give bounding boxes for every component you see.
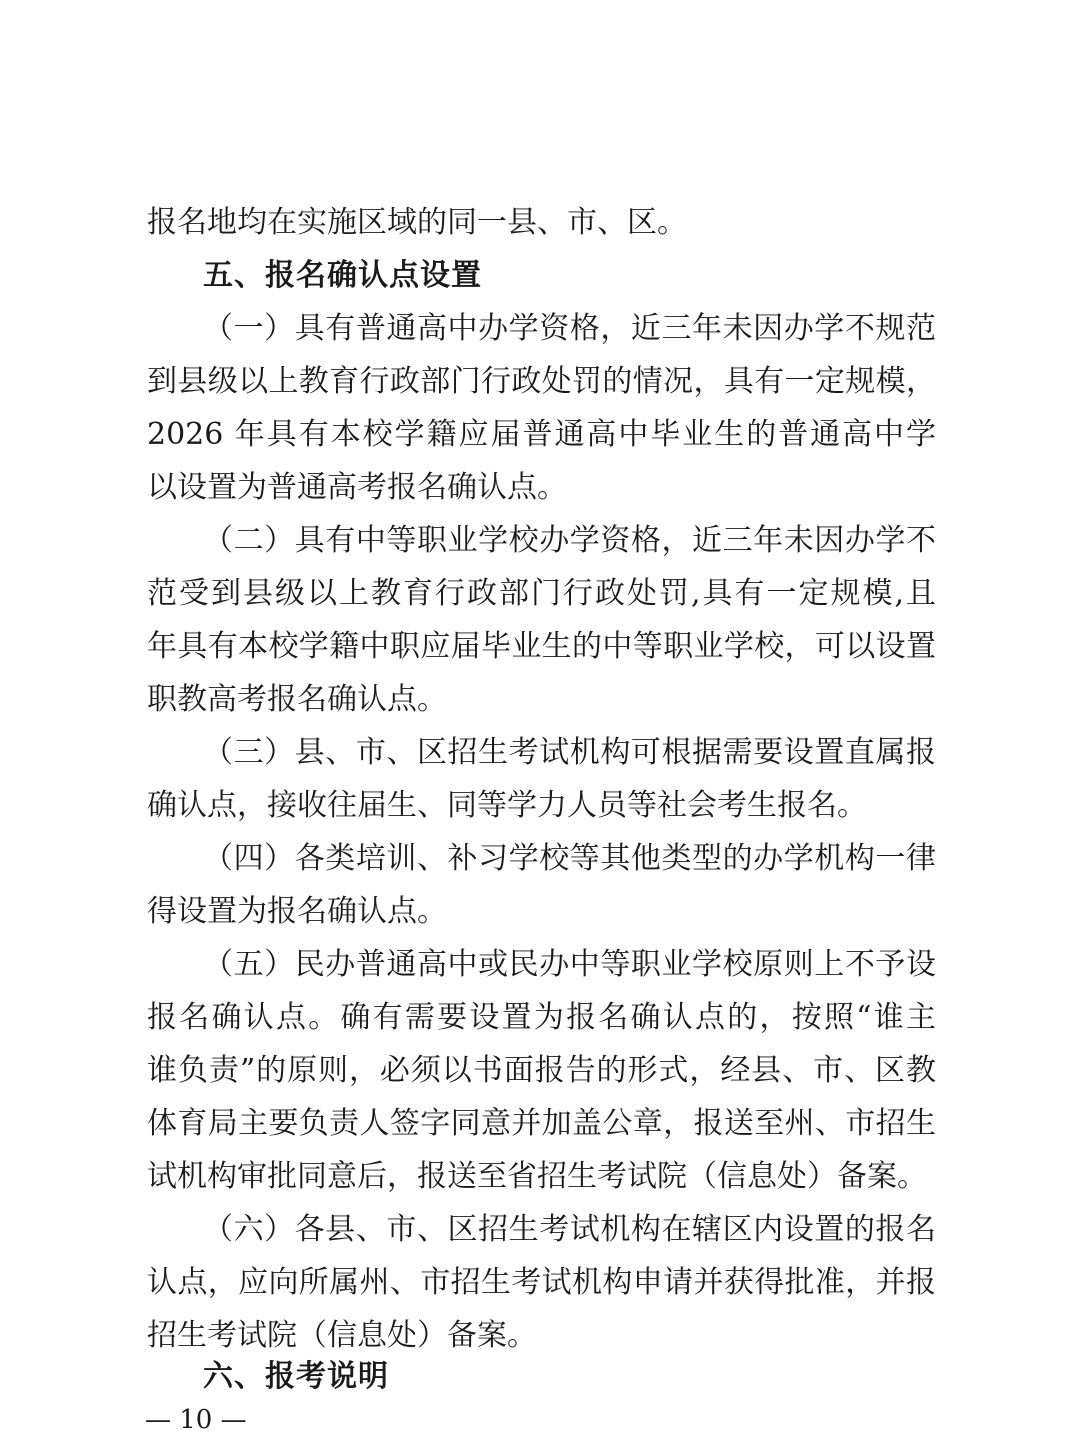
text-line: 报名确认点。确有需要设置为报名确认点的，按照“谁主 xyxy=(147,1000,936,1035)
text-line: （五）民办普通高中或民办中等职业学校原则上不予设 xyxy=(203,947,936,982)
text-line: 确认点，接收往届生、同等学力人员等社会考生报名。 xyxy=(147,788,867,823)
text-line: 年具有本校学籍中职应届毕业生的中等职业学校，可以设置 xyxy=(147,629,936,664)
section-heading-5: 五、报名确认点设置 xyxy=(203,258,482,293)
text-line: （二）具有中等职业学校办学资格，近三年未因办学不 xyxy=(203,523,936,558)
text-line: 体育局主要负责人签字同意并加盖公章，报送至州、市招生 xyxy=(147,1106,936,1141)
page-number: — 10 — xyxy=(145,1405,247,1435)
text-line: 职教高考报名确认点。 xyxy=(147,682,447,717)
text-line: 得设置为报名确认点。 xyxy=(147,894,447,929)
text-line: 试机构审批同意后，报送至省招生考试院（信息处）备案。 xyxy=(147,1159,927,1194)
text-line: 范受到县级以上教育行政部门行政处罚,具有一定规模,且 xyxy=(147,576,936,611)
text-line: （三）县、市、区招生考试机构可根据需要设置直属报 xyxy=(203,735,936,770)
text-line: 报名地均在实施区域的同一县、市、区。 xyxy=(147,205,687,240)
text-line: （四）各类培训、补习学校等其他类型的办学机构一律 xyxy=(203,841,936,876)
text-line: （一）具有普通高中办学资格，近三年未因办学不规范 xyxy=(203,311,936,346)
text-line: 以设置为普通高考报名确认点。 xyxy=(147,470,567,505)
text-line: 认点，应向所属州、市招生考试机构申请并获得批准，并报 xyxy=(147,1265,936,1300)
text-line: （六）各县、市、区招生考试机构在辖区内设置的报名 xyxy=(203,1212,936,1247)
text-line: 2026 年具有本校学籍应届普通高中毕业生的普通高中学 xyxy=(147,417,936,452)
section-heading-6: 六、报考说明 xyxy=(203,1359,389,1394)
text-line: 谁负责”的原则，必须以书面报告的形式，经县、市、区教 xyxy=(147,1053,936,1088)
text-line: 招生考试院（信息处）备案。 xyxy=(147,1318,537,1353)
text-line: 到县级以上教育行政部门行政处罚的情况，具有一定规模， xyxy=(147,364,936,399)
